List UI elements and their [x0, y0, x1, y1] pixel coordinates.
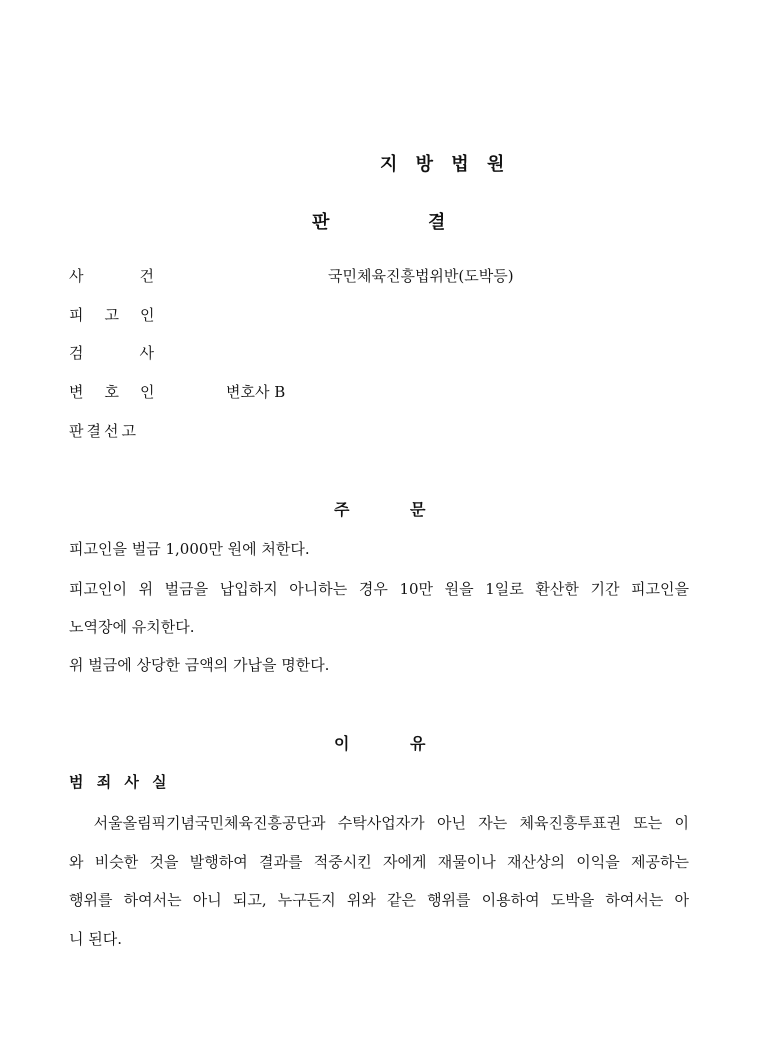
- order-heading-char-1: 주: [334, 500, 350, 519]
- label-char: 검: [69, 344, 84, 362]
- label-char: 판: [69, 422, 84, 440]
- label-char: 인: [140, 383, 155, 401]
- order-heading-char-2: 문: [410, 500, 426, 519]
- label-prosecutor: [69, 342, 154, 363]
- label-sentencing-date: [69, 420, 136, 441]
- document-title: [312, 208, 446, 234]
- order-line-4: 위 벌금에 상당한 금액의 가납을 명한다.: [69, 656, 330, 674]
- label-char: 호: [104, 383, 119, 401]
- case-value: 국민체육진흥법위반(도박등): [328, 267, 514, 285]
- facts-line-2: 와 비슷한 것을 발행하여 결과를 적중시킨 자에게 재물이나 재산상의 이익을 제공하는: [69, 853, 689, 871]
- reasons-heading: [334, 731, 426, 754]
- reasons-heading-char-2: 유: [410, 734, 426, 753]
- order-line-1: 피고인을 벌금 1,000만 원에 처한다.: [69, 540, 310, 558]
- label-char: 사: [139, 344, 154, 362]
- label-counsel: [69, 381, 155, 402]
- court-name: 지 방 법 원: [380, 154, 511, 175]
- label-char: 피: [69, 306, 84, 324]
- order-line-3: 노역장에 유치한다.: [69, 618, 195, 636]
- facts-line-1: 서울올림픽기념국민체육진흥공단과 수탁사업자가 아닌 자는 체육진흥투표권 또는 이: [69, 814, 689, 832]
- label-defendant: [69, 304, 155, 325]
- label-char: 선: [104, 422, 119, 440]
- order-heading: [334, 497, 426, 520]
- counsel-value: 변호사 B: [226, 383, 286, 401]
- facts-line-3: 행위를 하여서는 아니 되고, 누구든지 위와 같은 행위를 이용하여 도박을 하여서는 아: [69, 891, 689, 909]
- label-char: 고: [121, 422, 136, 440]
- label-char: 고: [104, 306, 119, 324]
- label-char: 인: [140, 306, 155, 324]
- reasons-heading-char-1: 이: [334, 734, 350, 753]
- label-char: 사: [69, 267, 84, 285]
- order-line-2: 피고인이 위 벌금을 납입하지 아니하는 경우 10만 원을 1일로 환산한 기간 피고인을: [69, 580, 689, 598]
- label-case: [69, 265, 154, 286]
- label-char: 건: [139, 267, 154, 285]
- label-char: 변: [69, 383, 84, 401]
- facts-line-4: 니 된다.: [69, 930, 123, 948]
- criminal-facts-heading: 범 죄 사 실: [69, 773, 171, 791]
- document-title-char-1: 판: [312, 212, 330, 233]
- document-title-char-2: 결: [428, 212, 446, 233]
- label-char: 결: [86, 422, 101, 440]
